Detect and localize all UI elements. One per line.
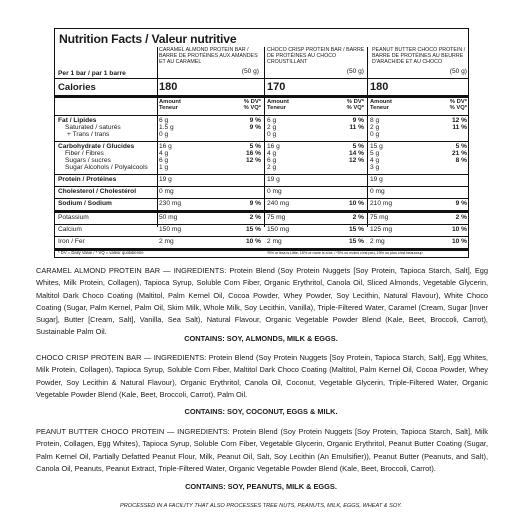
nutrient-value: 19 g [159,176,172,183]
allergen-contains: CONTAINS: SOY, COCONUT, EGGS & MILK. [184,407,338,416]
nutrient-dv: 5 % [249,143,261,150]
nutrient-label-saturated: Saturated / saturés [65,124,121,131]
nutrient-value: 150 mg [159,226,181,233]
nutrient-dv: 15 % [348,238,364,245]
nutrient-dv: 9 % [352,117,364,124]
teneur-label: Teneur [370,105,389,111]
nutrient-value: 240 mg [267,200,289,207]
amount-label: Amount [370,99,392,105]
nutrient-value: 6 g [267,157,277,164]
nutrient-value: 0 g [267,131,277,138]
column-divider [367,47,368,227]
nutrient-dv: 15 % [245,226,261,233]
nutrient-dv: 12 % [451,117,467,124]
nutrient-value: 125 mg [370,226,392,233]
nutrient-value: 15 g [370,143,383,150]
nutrient-value: 230 mg [159,200,181,207]
dv-label: % DV* [243,99,261,105]
dv-label: % DV* [449,99,467,105]
nutrient-value: 0 g [370,131,380,138]
nutrient-dv: 2 % [249,214,261,221]
nutrient-label-calcium: Calcium [58,226,82,233]
serving-amount: (50 g) [241,68,259,75]
nutrient-value: 150 mg [267,226,289,233]
nutrient-dv: 2 % [352,214,364,221]
teneur-label: Teneur [267,105,286,111]
divider [55,115,468,116]
divider-thick [55,210,468,213]
nutrient-dv: 12 % [348,157,364,164]
nutrient-label-sugars: Sugars / sucres [65,157,111,164]
nutrient-value: 16 g [267,143,280,150]
amount-label: Amount [159,99,181,105]
ingredients-peanut-butter-choco: PEANUT BUTTER CHOCO PROTEIN — INGREDIENTS: Protein Blend (Soy Protein Nuggets [Soy Protein, Tapioca Starch, Salt], Milk Protein, Collagen, Egg Whites), Tapioca Syrup, Soluble Corn Fiber, Vegetable Glycerin, Organic Erythritol, Peanut Butter Coating (Sugar, Palm Kernel Oil, Partially Defatted Peanut Flour, Milk, Peanut Oil, Salt, Soy Lecithin (An Emulsifier)), Peanut Butter (Peanuts, and Salt), Canola Oil, Peanuts, Peanut Extract, Triple-Filtered Water, Organic Vegetable Powder Blend (Kale, Beet, Broccoli, Carrot). [36,427,488,473]
nutrient-value: 2 mg [370,238,385,245]
nutrient-label-carbohydrate: Carbohydrate / Glucides [58,143,135,150]
allergen-contains: CONTAINS: SOY, ALMONDS, MILK & EGGS. [184,334,338,343]
nutrient-label-sodium: Sodium / Sodium [58,200,112,207]
calories-value: 180 [159,81,178,93]
nutrient-value: 0 mg [370,188,385,195]
nutrient-value: 2 g [267,164,277,171]
nutrient-dv: 9 % [249,200,261,207]
divider [55,198,468,199]
nutrition-facts-panel [54,28,469,258]
teneur-label: Teneur [159,105,178,111]
nutrient-dv: 5 % [352,143,364,150]
vq-label: % VQ* [243,105,261,111]
nutrient-dv: 10 % [451,226,467,233]
nutrient-dv: 9 % [455,200,467,207]
column-header-peanut-butter: PEANUT BUTTER CHOCO PROTEIN / BARRE DE PROTÉINES AU BEURRE D'ARACHIDE ET AU CHOCO [372,47,466,66]
nutrient-dv: 9 % [249,124,261,131]
nutrient-value: 2 mg [267,238,282,245]
footnote-dv: * DV = Daily Value / * VQ = valeur quotidienne [58,250,144,255]
nutrient-value: 4 g [159,150,169,157]
nutrient-value: 4 g [370,157,380,164]
nutrient-label-iron: Iron / Fer [58,238,85,245]
nutrient-value: 19 g [267,176,280,183]
nutrient-value: 2 mg [159,238,174,245]
nutrient-dv: 8 % [455,157,467,164]
ingredients-choco-crisp: CHOCO CRISP PROTEIN BAR — INGREDIENTS: Protein Blend (Soy Protein Nuggets [Soy Protein, Tapioca Starch, Salt], Egg Whites, Milk Protein, Collagen), Tapioca Syrup, Soluble Corn Fiber, Maltitol Dark Choco Coating (Maltitol, Palm Kernel Oil, Cocoa Powder, Whey Powder, Soy Lecithin & Natural Flavour), Organic Erythritol, Canola Oil, Coconut, Vegetable Glycerin, Triple-Filtered Water, Organic Vegetable Powder Blend (Kale, Beet, Broccoli, Carrot), Palm Oil. [36,353,488,399]
calories-label: Calories [58,82,96,93]
dv-label: % DV* [346,99,364,105]
nutrient-value: 0 mg [267,188,282,195]
column-divider [157,47,158,227]
nutrient-label-fiber: Fiber / Fibres [65,150,104,157]
divider [55,78,468,79]
serving-label: Per 1 bar / par 1 barre [58,70,126,77]
serving-amount: (50 g) [449,68,467,75]
nutrient-value: 6 g [267,117,277,124]
nutrient-value: 0 mg [159,188,174,195]
divider [55,236,468,237]
column-divider [264,47,265,227]
nutrient-value: 6 g [159,157,169,164]
nutrient-value: 6 g [159,117,169,124]
nutrient-label-trans: + Trans / trans [67,131,110,138]
ingredients-caramel-almond: CARAMEL ALMOND PROTEIN BAR — INGREDIENTS: Protein Blend (Soy Protein Nuggets [Soy Protein, Tapioca Starch, Salt], Egg Whites, Milk Protein, Collagen), Tapioca Syrup, Soluble Corn Fiber, Organic Erythritol, Canola Oil, Sliced Almonds, Vegetable Glycerin, Maltitol Dark Choco Coating (Maltitol, Palm Kernel Oil, Cocoa Powder, Whey Powder, Soy Lecithin, Natural Flavour), White Choco Coating (Sugar, Palm Kernel, Palm Oil, Skim Milk, Whole Milk, Soy Lecithin, Vanilla), Triple-Filtered Water, Caramel (Cream, Sugar [Inver Sugar], Butter [Cream, Salt], Vanilla, Sea Salt), Natural Flavour, Organic Vegetable Powder Blend (Kale, Beet, Broccoli, Carrot), Sustainable Palm Oil. [36,266,488,337]
divider [55,224,468,225]
nutrient-dv: 10 % [348,200,364,207]
divider [55,174,468,175]
nutrient-label-cholesterol: Cholesterol / Cholestérol [58,188,137,195]
nutrient-value: 210 mg [370,200,392,207]
nutrient-value: 1.5 g [159,124,174,131]
nutrient-value: 5 g [370,150,380,157]
calories-value: 180 [370,81,389,93]
nutrient-dv: 12 % [245,157,261,164]
nutrient-label-sugar-alcohols: Sugar Alcohols / Polyalcools [65,164,148,171]
nutrient-value: 75 mg [370,214,389,221]
nutrient-dv: 21 % [451,150,467,157]
calories-value: 170 [267,81,286,93]
panel-title: Nutrition Facts / Valeur nutritive [59,32,237,46]
allergen-contains: CONTAINS: SOY, PEANUTS, MILK & EGGS. [185,482,337,491]
nutrient-dv: 15 % [348,226,364,233]
divider-thick [55,95,468,98]
nutrient-value: 2 g [267,124,277,131]
nutrient-dv: 10 % [451,238,467,245]
nutrient-dv: 11 % [349,124,364,131]
vq-label: % VQ* [346,105,364,111]
nutrient-value: 75 mg [267,214,286,221]
nutrient-label-potassium: Potassium [58,214,89,221]
nutrient-label-protein: Protein / Protéines [58,176,117,183]
nutrient-dv: 2 % [455,214,467,221]
column-header-choco-crisp: CHOCO CRISP PROTEIN BAR / BARRE DE PROTÉINES AU CHOCO CROUSTILLANT [267,47,365,66]
nutrient-value: 2 g [370,124,380,131]
vq-label: % VQ* [449,105,467,111]
divider [55,141,468,142]
nutrient-label-fat: Fat / Lipides [58,117,97,124]
nutrient-dv: 10 % [245,238,261,245]
nutrient-dv: 9 % [249,117,261,124]
nutrient-value: 16 g [159,143,172,150]
nutrient-value: 1 g [159,164,169,171]
nutrient-dv: 14 % [348,150,364,157]
facility-notice: PROCESSED IN A FACILITY THAT ALSO PROCESSES TREE NUTS, PEANUTS, MILK, EGGS, WHEAT & SOY. [120,503,402,509]
nutrient-value: 8 g [370,117,380,124]
serving-amount: (50 g) [346,68,364,75]
nutrient-value: 19 g [370,176,383,183]
nutrient-dv: 16 % [245,150,261,157]
nutrient-value: 50 mg [159,214,178,221]
nutrient-dv: 5 % [455,143,467,150]
nutrient-dv: 11 % [452,124,467,131]
footnote-scale: *5% or less is Little, 15% or more is a lot. / *5% ou moins c'est peu, 15% ou plus c'est beaucoup. [267,250,424,255]
column-header-caramel: CARAMEL ALMOND PROTEIN BAR / BARRE DE PROTÉINES AUX AMANDES ET AU CARAMEL [159,47,258,66]
nutrient-value: 4 g [267,150,277,157]
amount-label: Amount [267,99,289,105]
nutrient-value: 0 g [159,131,169,138]
nutrient-value: 3 g [370,164,380,171]
divider [55,186,468,187]
